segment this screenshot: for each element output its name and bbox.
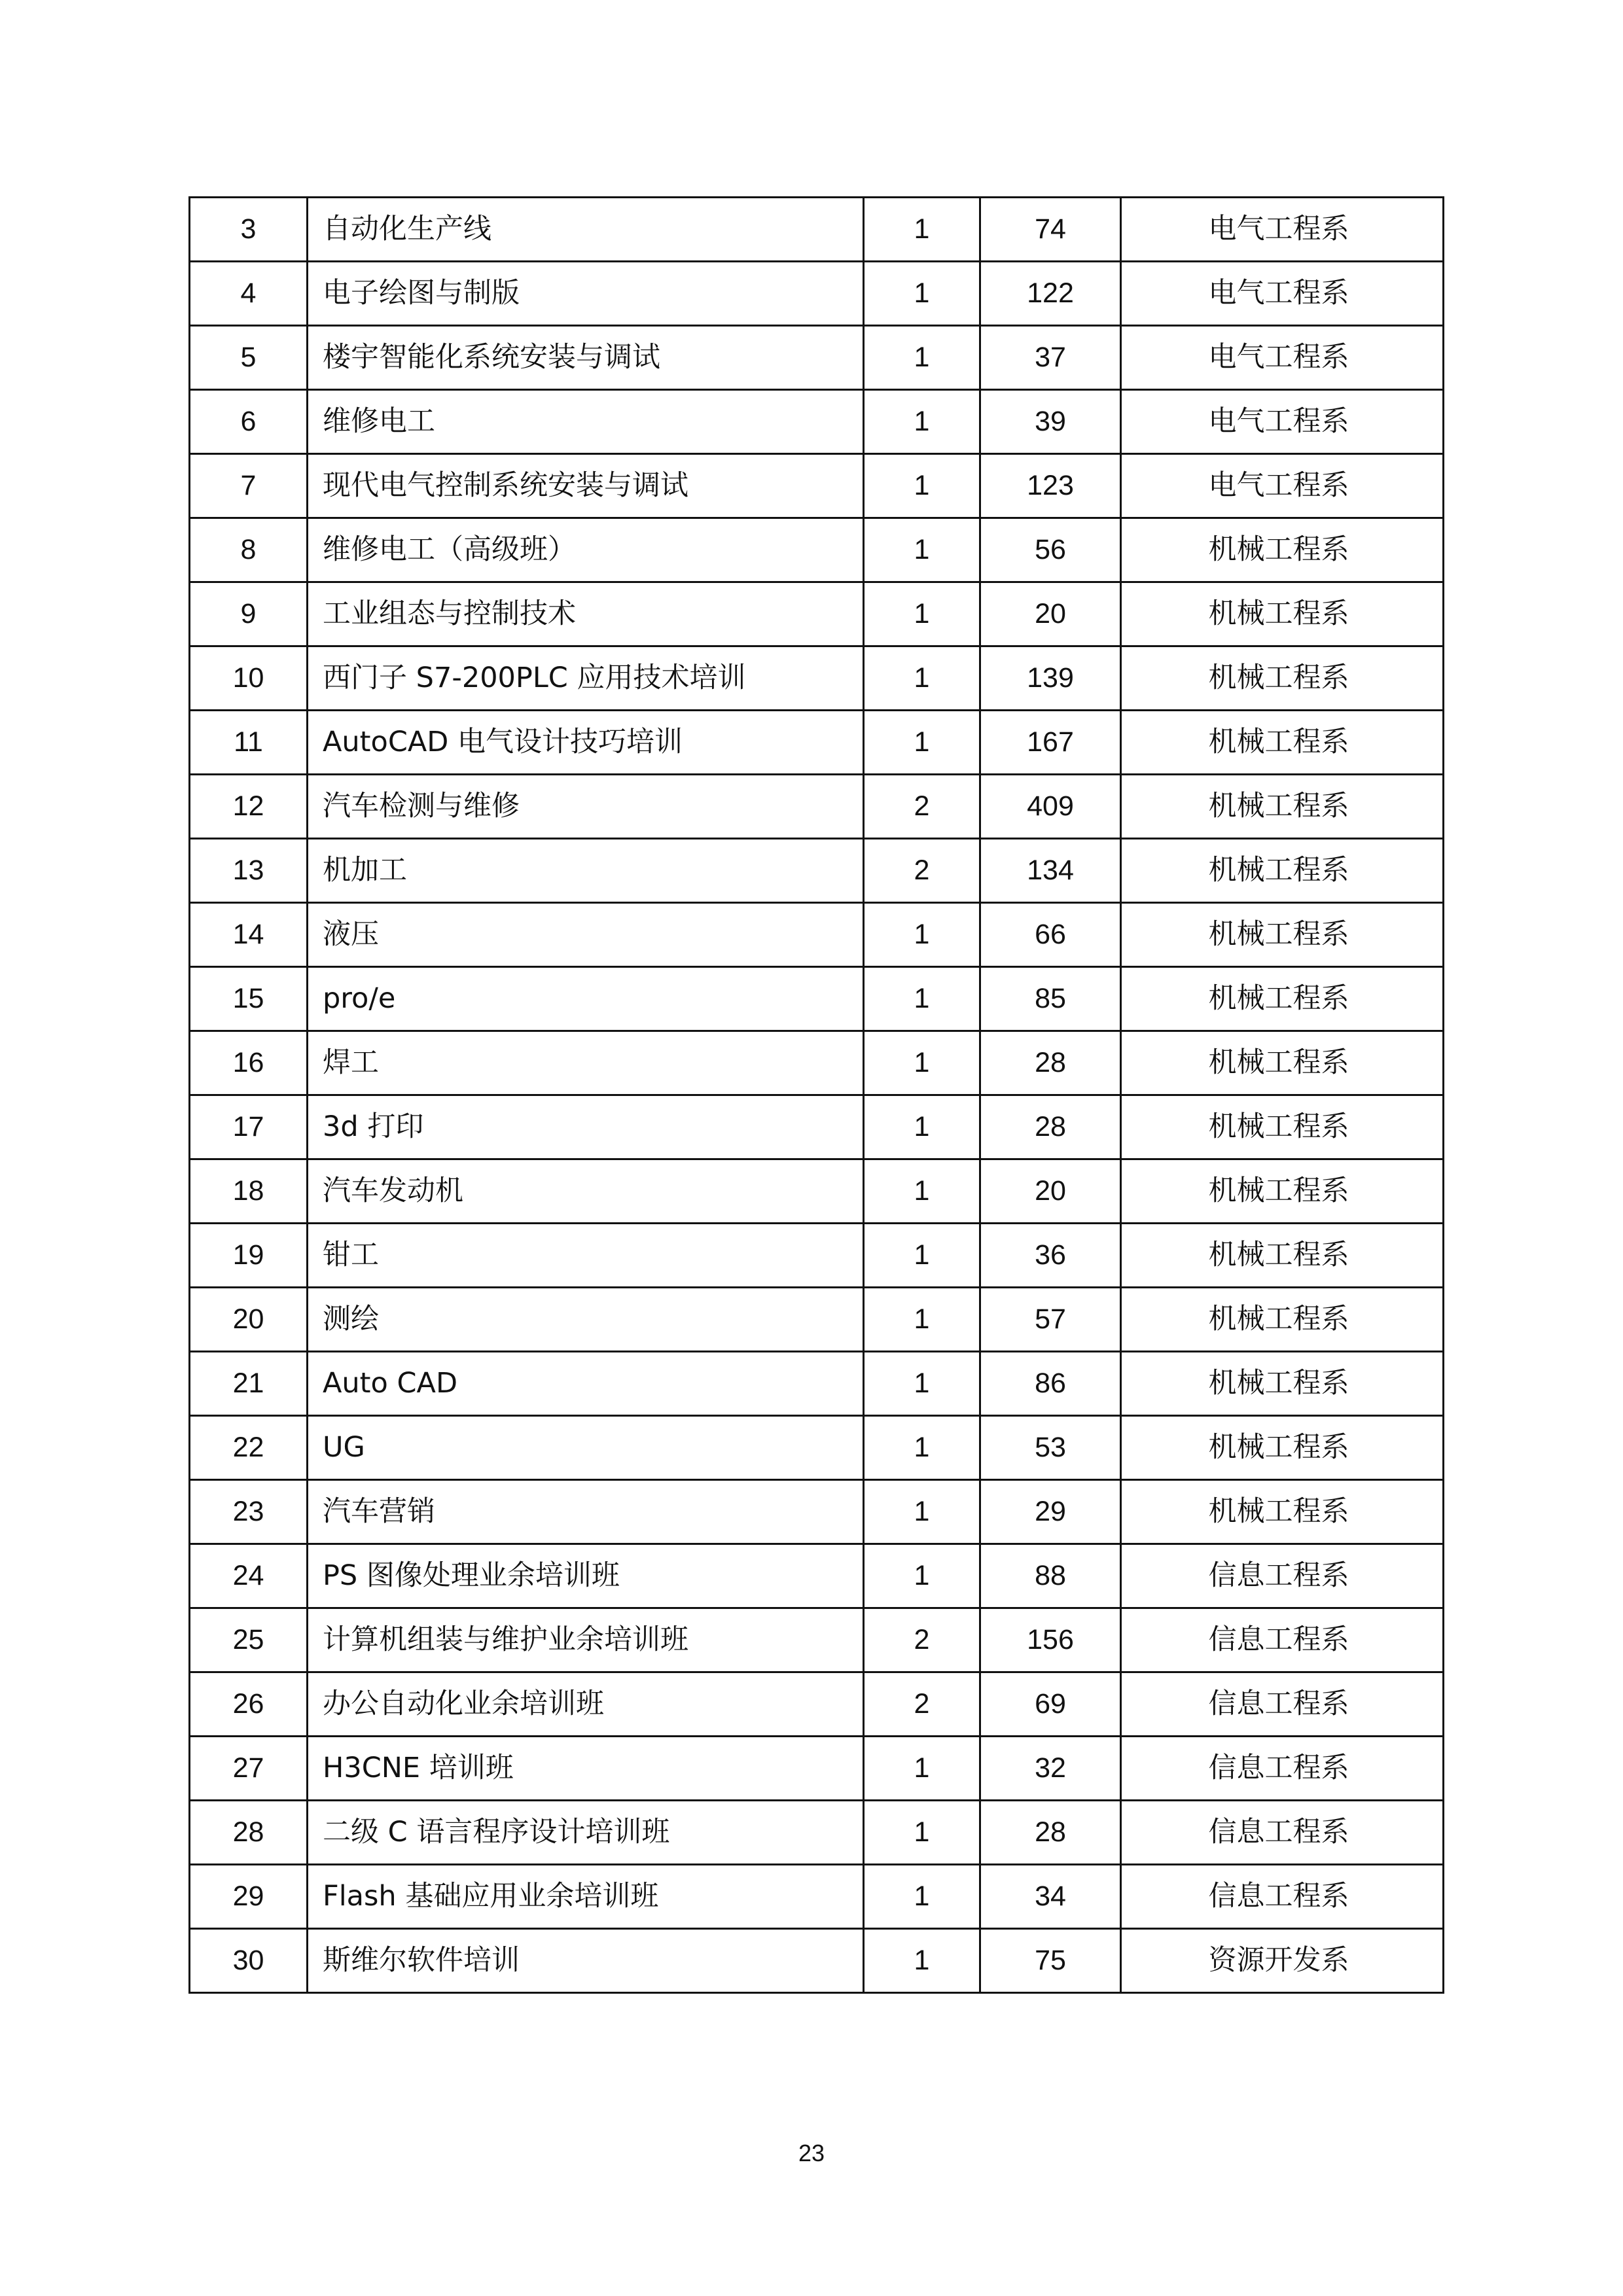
training-table-body <box>190 198 1444 1993</box>
session-count-cell: 1 <box>864 1544 980 1608</box>
course-name-cell: UG <box>308 1416 864 1480</box>
participant-count-cell: 53 <box>980 1416 1121 1480</box>
table-row <box>190 839 1444 903</box>
session-count-cell: 1 <box>864 903 980 967</box>
row-number-cell: 5 <box>190 326 308 390</box>
row-number-cell: 6 <box>190 390 308 454</box>
department-cell: 资源开发系 <box>1121 1929 1444 1993</box>
participant-count-cell: 34 <box>980 1865 1121 1929</box>
department-cell: 信息工程系 <box>1121 1672 1444 1737</box>
participant-count-cell: 74 <box>980 198 1121 262</box>
row-number-cell: 16 <box>190 1031 308 1095</box>
department-cell: 信息工程系 <box>1121 1608 1444 1672</box>
department-cell: 机械工程系 <box>1121 1352 1444 1416</box>
session-count-cell: 1 <box>864 454 980 518</box>
participant-count-cell: 28 <box>980 1031 1121 1095</box>
participant-count-cell: 409 <box>980 775 1121 839</box>
course-name-cell: AutoCAD 电气设计技巧培训 <box>308 711 864 775</box>
course-name-cell: 焊工 <box>308 1031 864 1095</box>
row-number-cell: 28 <box>190 1801 308 1865</box>
course-name-cell: 钳工 <box>308 1224 864 1288</box>
session-count-cell: 1 <box>864 390 980 454</box>
session-count-cell: 1 <box>864 582 980 646</box>
participant-count-cell: 167 <box>980 711 1121 775</box>
table-row <box>190 1416 1444 1480</box>
row-number-cell: 8 <box>190 518 308 582</box>
session-count-cell: 2 <box>864 839 980 903</box>
department-cell: 机械工程系 <box>1121 1480 1444 1544</box>
participant-count-cell: 123 <box>980 454 1121 518</box>
department-cell: 机械工程系 <box>1121 1224 1444 1288</box>
participant-count-cell: 39 <box>980 390 1121 454</box>
row-number-cell: 15 <box>190 967 308 1031</box>
department-cell: 电气工程系 <box>1121 326 1444 390</box>
course-name-cell: 办公自动化业余培训班 <box>308 1672 864 1737</box>
session-count-cell: 1 <box>864 262 980 326</box>
participant-count-cell: 20 <box>980 582 1121 646</box>
department-cell: 信息工程系 <box>1121 1544 1444 1608</box>
page-number: 23 <box>798 2140 825 2166</box>
course-name-cell: 3d 打印 <box>308 1095 864 1159</box>
department-cell: 机械工程系 <box>1121 775 1444 839</box>
course-name-cell: 测绘 <box>308 1288 864 1352</box>
row-number-cell: 12 <box>190 775 308 839</box>
table-row <box>190 1544 1444 1608</box>
session-count-cell: 1 <box>864 1352 980 1416</box>
row-number-cell: 18 <box>190 1159 308 1224</box>
table-row <box>190 1929 1444 1993</box>
session-count-cell: 2 <box>864 1672 980 1737</box>
participant-count-cell: 56 <box>980 518 1121 582</box>
course-name-cell: 自动化生产线 <box>308 198 864 262</box>
session-count-cell: 1 <box>864 1929 980 1993</box>
table-row <box>190 1737 1444 1801</box>
row-number-cell: 29 <box>190 1865 308 1929</box>
department-cell: 机械工程系 <box>1121 1095 1444 1159</box>
session-count-cell: 1 <box>864 967 980 1031</box>
department-cell: 信息工程系 <box>1121 1865 1444 1929</box>
row-number-cell: 24 <box>190 1544 308 1608</box>
session-count-cell: 1 <box>864 198 980 262</box>
course-name-cell: 液压 <box>308 903 864 967</box>
department-cell: 机械工程系 <box>1121 839 1444 903</box>
session-count-cell: 1 <box>864 1288 980 1352</box>
participant-count-cell: 85 <box>980 967 1121 1031</box>
session-count-cell: 1 <box>864 1801 980 1865</box>
department-cell: 机械工程系 <box>1121 646 1444 711</box>
course-name-cell: 计算机组装与维护业余培训班 <box>308 1608 864 1672</box>
table-row <box>190 454 1444 518</box>
session-count-cell: 1 <box>864 711 980 775</box>
course-name-cell: 二级 C 语言程序设计培训班 <box>308 1801 864 1865</box>
row-number-cell: 4 <box>190 262 308 326</box>
row-number-cell: 22 <box>190 1416 308 1480</box>
row-number-cell: 9 <box>190 582 308 646</box>
department-cell: 机械工程系 <box>1121 967 1444 1031</box>
table-row <box>190 1095 1444 1159</box>
table-row <box>190 326 1444 390</box>
row-number-cell: 3 <box>190 198 308 262</box>
row-number-cell: 23 <box>190 1480 308 1544</box>
course-name-cell: 楼宇智能化系统安装与调试 <box>308 326 864 390</box>
course-name-cell: PS 图像处理业余培训班 <box>308 1544 864 1608</box>
course-name-cell: 斯维尔软件培训 <box>308 1929 864 1993</box>
row-number-cell: 17 <box>190 1095 308 1159</box>
department-cell: 机械工程系 <box>1121 903 1444 967</box>
department-cell: 机械工程系 <box>1121 1288 1444 1352</box>
participant-count-cell: 29 <box>980 1480 1121 1544</box>
course-name-cell: 现代电气控制系统安装与调试 <box>308 454 864 518</box>
row-number-cell: 7 <box>190 454 308 518</box>
row-number-cell: 27 <box>190 1737 308 1801</box>
department-cell: 电气工程系 <box>1121 454 1444 518</box>
row-number-cell: 19 <box>190 1224 308 1288</box>
session-count-cell: 1 <box>864 326 980 390</box>
row-number-cell: 10 <box>190 646 308 711</box>
department-cell: 信息工程系 <box>1121 1801 1444 1865</box>
table-row <box>190 646 1444 711</box>
row-number-cell: 20 <box>190 1288 308 1352</box>
table-row <box>190 1031 1444 1095</box>
table-row <box>190 1608 1444 1672</box>
course-name-cell: 西门子 S7-200PLC 应用技术培训 <box>308 646 864 711</box>
session-count-cell: 1 <box>864 1737 980 1801</box>
table-row <box>190 1865 1444 1929</box>
participant-count-cell: 28 <box>980 1801 1121 1865</box>
participant-count-cell: 156 <box>980 1608 1121 1672</box>
department-cell: 信息工程系 <box>1121 1737 1444 1801</box>
course-name-cell: 维修电工（高级班） <box>308 518 864 582</box>
row-number-cell: 26 <box>190 1672 308 1737</box>
training-table <box>188 196 1444 1994</box>
row-number-cell: 21 <box>190 1352 308 1416</box>
participant-count-cell: 32 <box>980 1737 1121 1801</box>
table-row <box>190 1672 1444 1737</box>
table-row <box>190 711 1444 775</box>
participant-count-cell: 36 <box>980 1224 1121 1288</box>
table-row <box>190 775 1444 839</box>
table-row <box>190 390 1444 454</box>
department-cell: 机械工程系 <box>1121 1159 1444 1224</box>
course-name-cell: Auto CAD <box>308 1352 864 1416</box>
participant-count-cell: 66 <box>980 903 1121 967</box>
participant-count-cell: 57 <box>980 1288 1121 1352</box>
table-row <box>190 582 1444 646</box>
participant-count-cell: 20 <box>980 1159 1121 1224</box>
participant-count-cell: 139 <box>980 646 1121 711</box>
participant-count-cell: 69 <box>980 1672 1121 1737</box>
course-name-cell: 工业组态与控制技术 <box>308 582 864 646</box>
participant-count-cell: 86 <box>980 1352 1121 1416</box>
row-number-cell: 30 <box>190 1929 308 1993</box>
session-count-cell: 1 <box>864 518 980 582</box>
table-row <box>190 1288 1444 1352</box>
table-row <box>190 1801 1444 1865</box>
session-count-cell: 1 <box>864 1480 980 1544</box>
row-number-cell: 25 <box>190 1608 308 1672</box>
table-row <box>190 1159 1444 1224</box>
participant-count-cell: 28 <box>980 1095 1121 1159</box>
session-count-cell: 1 <box>864 1224 980 1288</box>
table-row <box>190 1224 1444 1288</box>
table-row <box>190 1480 1444 1544</box>
table-row <box>190 1352 1444 1416</box>
department-cell: 机械工程系 <box>1121 518 1444 582</box>
participant-count-cell: 88 <box>980 1544 1121 1608</box>
session-count-cell: 1 <box>864 1159 980 1224</box>
department-cell: 电气工程系 <box>1121 262 1444 326</box>
session-count-cell: 1 <box>864 1095 980 1159</box>
table-row <box>190 198 1444 262</box>
course-name-cell: 电子绘图与制版 <box>308 262 864 326</box>
department-cell: 机械工程系 <box>1121 582 1444 646</box>
course-name-cell: 汽车检测与维修 <box>308 775 864 839</box>
department-cell: 机械工程系 <box>1121 711 1444 775</box>
table-row <box>190 262 1444 326</box>
course-name-cell: 维修电工 <box>308 390 864 454</box>
course-name-cell: 汽车营销 <box>308 1480 864 1544</box>
participant-count-cell: 75 <box>980 1929 1121 1993</box>
session-count-cell: 1 <box>864 1031 980 1095</box>
department-cell: 电气工程系 <box>1121 390 1444 454</box>
course-name-cell: H3CNE 培训班 <box>308 1737 864 1801</box>
session-count-cell: 2 <box>864 775 980 839</box>
row-number-cell: 11 <box>190 711 308 775</box>
participant-count-cell: 134 <box>980 839 1121 903</box>
table-row <box>190 967 1444 1031</box>
course-name-cell: pro/e <box>308 967 864 1031</box>
participant-count-cell: 122 <box>980 262 1121 326</box>
course-name-cell: 机加工 <box>308 839 864 903</box>
table-row <box>190 903 1444 967</box>
department-cell: 机械工程系 <box>1121 1416 1444 1480</box>
participant-count-cell: 37 <box>980 326 1121 390</box>
session-count-cell: 1 <box>864 1416 980 1480</box>
course-name-cell: Flash 基础应用业余培训班 <box>308 1865 864 1929</box>
session-count-cell: 1 <box>864 646 980 711</box>
row-number-cell: 14 <box>190 903 308 967</box>
department-cell: 机械工程系 <box>1121 1031 1444 1095</box>
department-cell: 电气工程系 <box>1121 198 1444 262</box>
course-name-cell: 汽车发动机 <box>308 1159 864 1224</box>
row-number-cell: 13 <box>190 839 308 903</box>
session-count-cell: 1 <box>864 1865 980 1929</box>
table-row <box>190 518 1444 582</box>
session-count-cell: 2 <box>864 1608 980 1672</box>
